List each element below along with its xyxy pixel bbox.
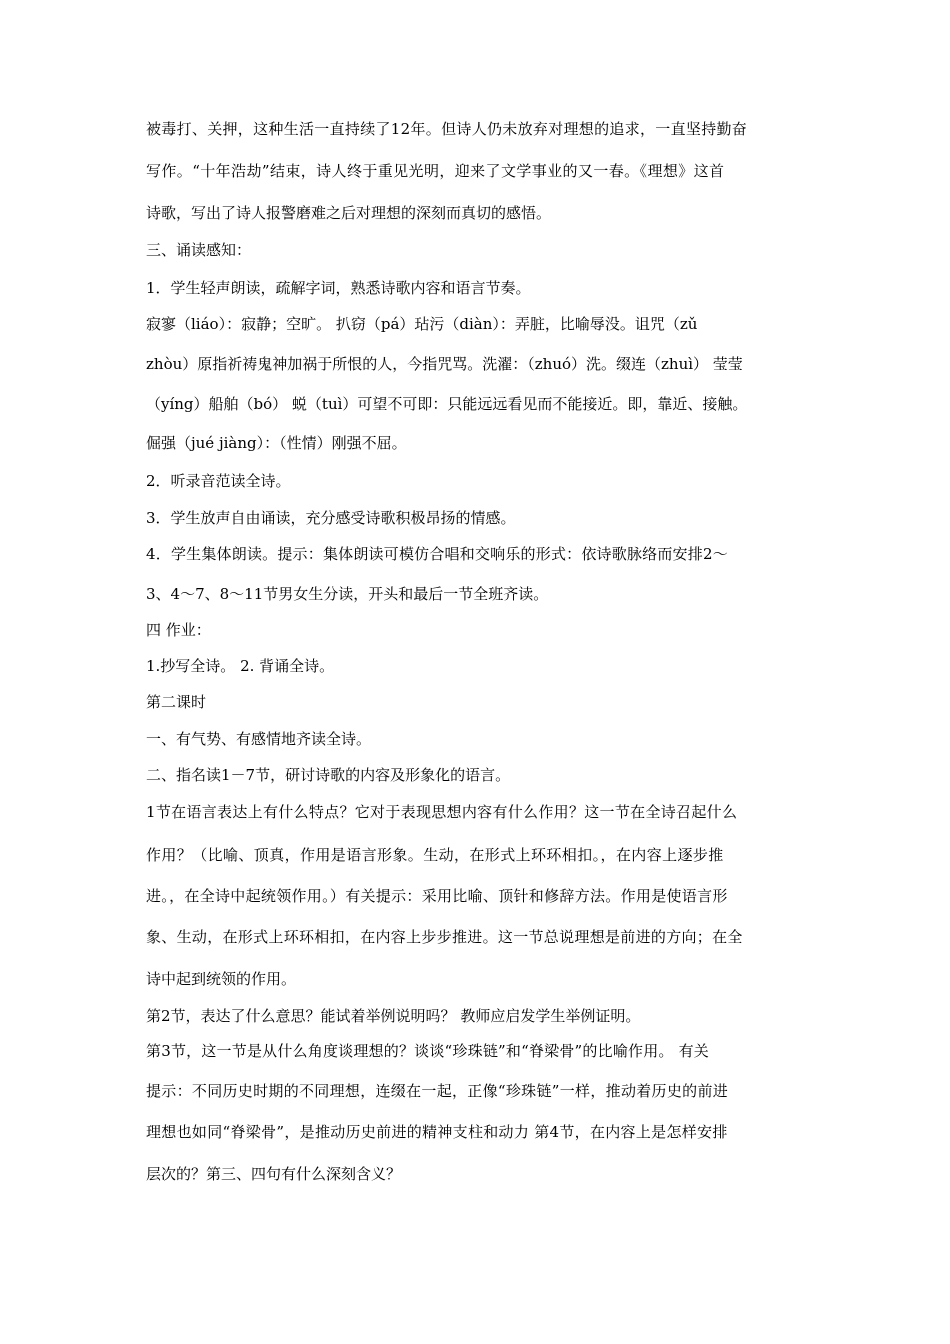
text-line: 寂寥（liáo）：寂静；空旷。 扒窃（pá）玷污（diàn）：弄脏，比喻辱没。诅咒（zǔ [146,315,698,333]
text-line: （yíng）船舶（bó） 蜕（tuì）可望不可即：只能远远看见而不能接近。即，靠近、接触。 [146,395,748,413]
text-line: 诗中起到统领的作用。 [146,970,297,988]
text-line: 诗歌，写出了诗人报警磨难之后对理想的深刻而真切的感悟。 [146,204,552,222]
text-line: 1．学生轻声朗读，疏解字词，熟悉诗歌内容和语言节奏。 [146,279,531,297]
text-line: 写作。“十年浩劫”结束，诗人终于重见光明，迎来了文学事业的又一春。《理想》这首 [146,162,725,180]
text-line: 层次的？第三、四句有什么深刻含义？ [146,1165,402,1183]
text-line: 倔强（jué jiàng）：（性情）刚强不屈。 [146,434,407,452]
text-line: 提示：不同历史时期的不同理想，连缀在一起，正像“珍珠链”一样，推动着历史的前进 [146,1082,729,1100]
text-line: 第3节，这一节是从什么角度谈理想的？谈谈“珍珠链”和“脊梁骨”的比喻作用。 有关 [146,1042,709,1060]
text-line: zhòu）原指祈祷鬼神加祸于所恨的人，今指咒骂。洗濯：（zhuó）洗。缀连（zhuì） 莹莹 [146,355,743,373]
text-line: 四 作业： [146,621,211,639]
text-line: 3．学生放声自由诵读，充分感受诗歌积极昂扬的情感。 [146,509,516,527]
text-line: 1.抄写全诗。 2. 背诵全诗。 [146,657,335,675]
text-line: 4．学生集体朗读。提示：集体朗读可模仿合唱和交响乐的形式：依诗歌脉络而安排2～ [146,545,728,563]
text-line: 被毒打、关押，这种生活一直持续了12年。但诗人仍未放弃对理想的追求，一直坚持勤奋 [146,120,748,138]
text-line: 进。，在全诗中起统领作用。）有关提示：采用比喻、顶针和修辞方法。作用是使语言形 [146,887,728,905]
text-line: 二、指名读1－7节，研讨诗歌的内容及形象化的语言。 [146,766,511,784]
text-line: 作用？（比喻、顶真，作用是语言形象。生动，在形式上环环相扣。，在内容上逐步推 [146,846,724,864]
text-line: 理想也如同“脊梁骨”，是推动历史前进的精神支柱和动力 第4节，在内容上是怎样安排 [146,1123,728,1141]
text-line: 2．听录音范读全诗。 [146,472,291,490]
text-line: 1节在语言表达上有什么特点？它对于表现思想内容有什么作用？这一节在全诗召起什么 [146,803,738,821]
text-line: 象、生动，在形式上环环相扣，在内容上步步推进。这一节总说理想是前进的方向；在全 [146,928,743,946]
text-line: 一、有气势、有感情地齐读全诗。 [146,730,372,748]
text-line: 第二课时 [146,693,207,711]
text-line: 第2节，表达了什么意思？能试着举例说明吗？ 教师应启发学生举例证明。 [146,1007,641,1025]
text-line: 三、诵读感知： [146,241,252,259]
text-line: 3、4～7、8～11节男女生分读，开头和最后一节全班齐读。 [146,585,549,603]
